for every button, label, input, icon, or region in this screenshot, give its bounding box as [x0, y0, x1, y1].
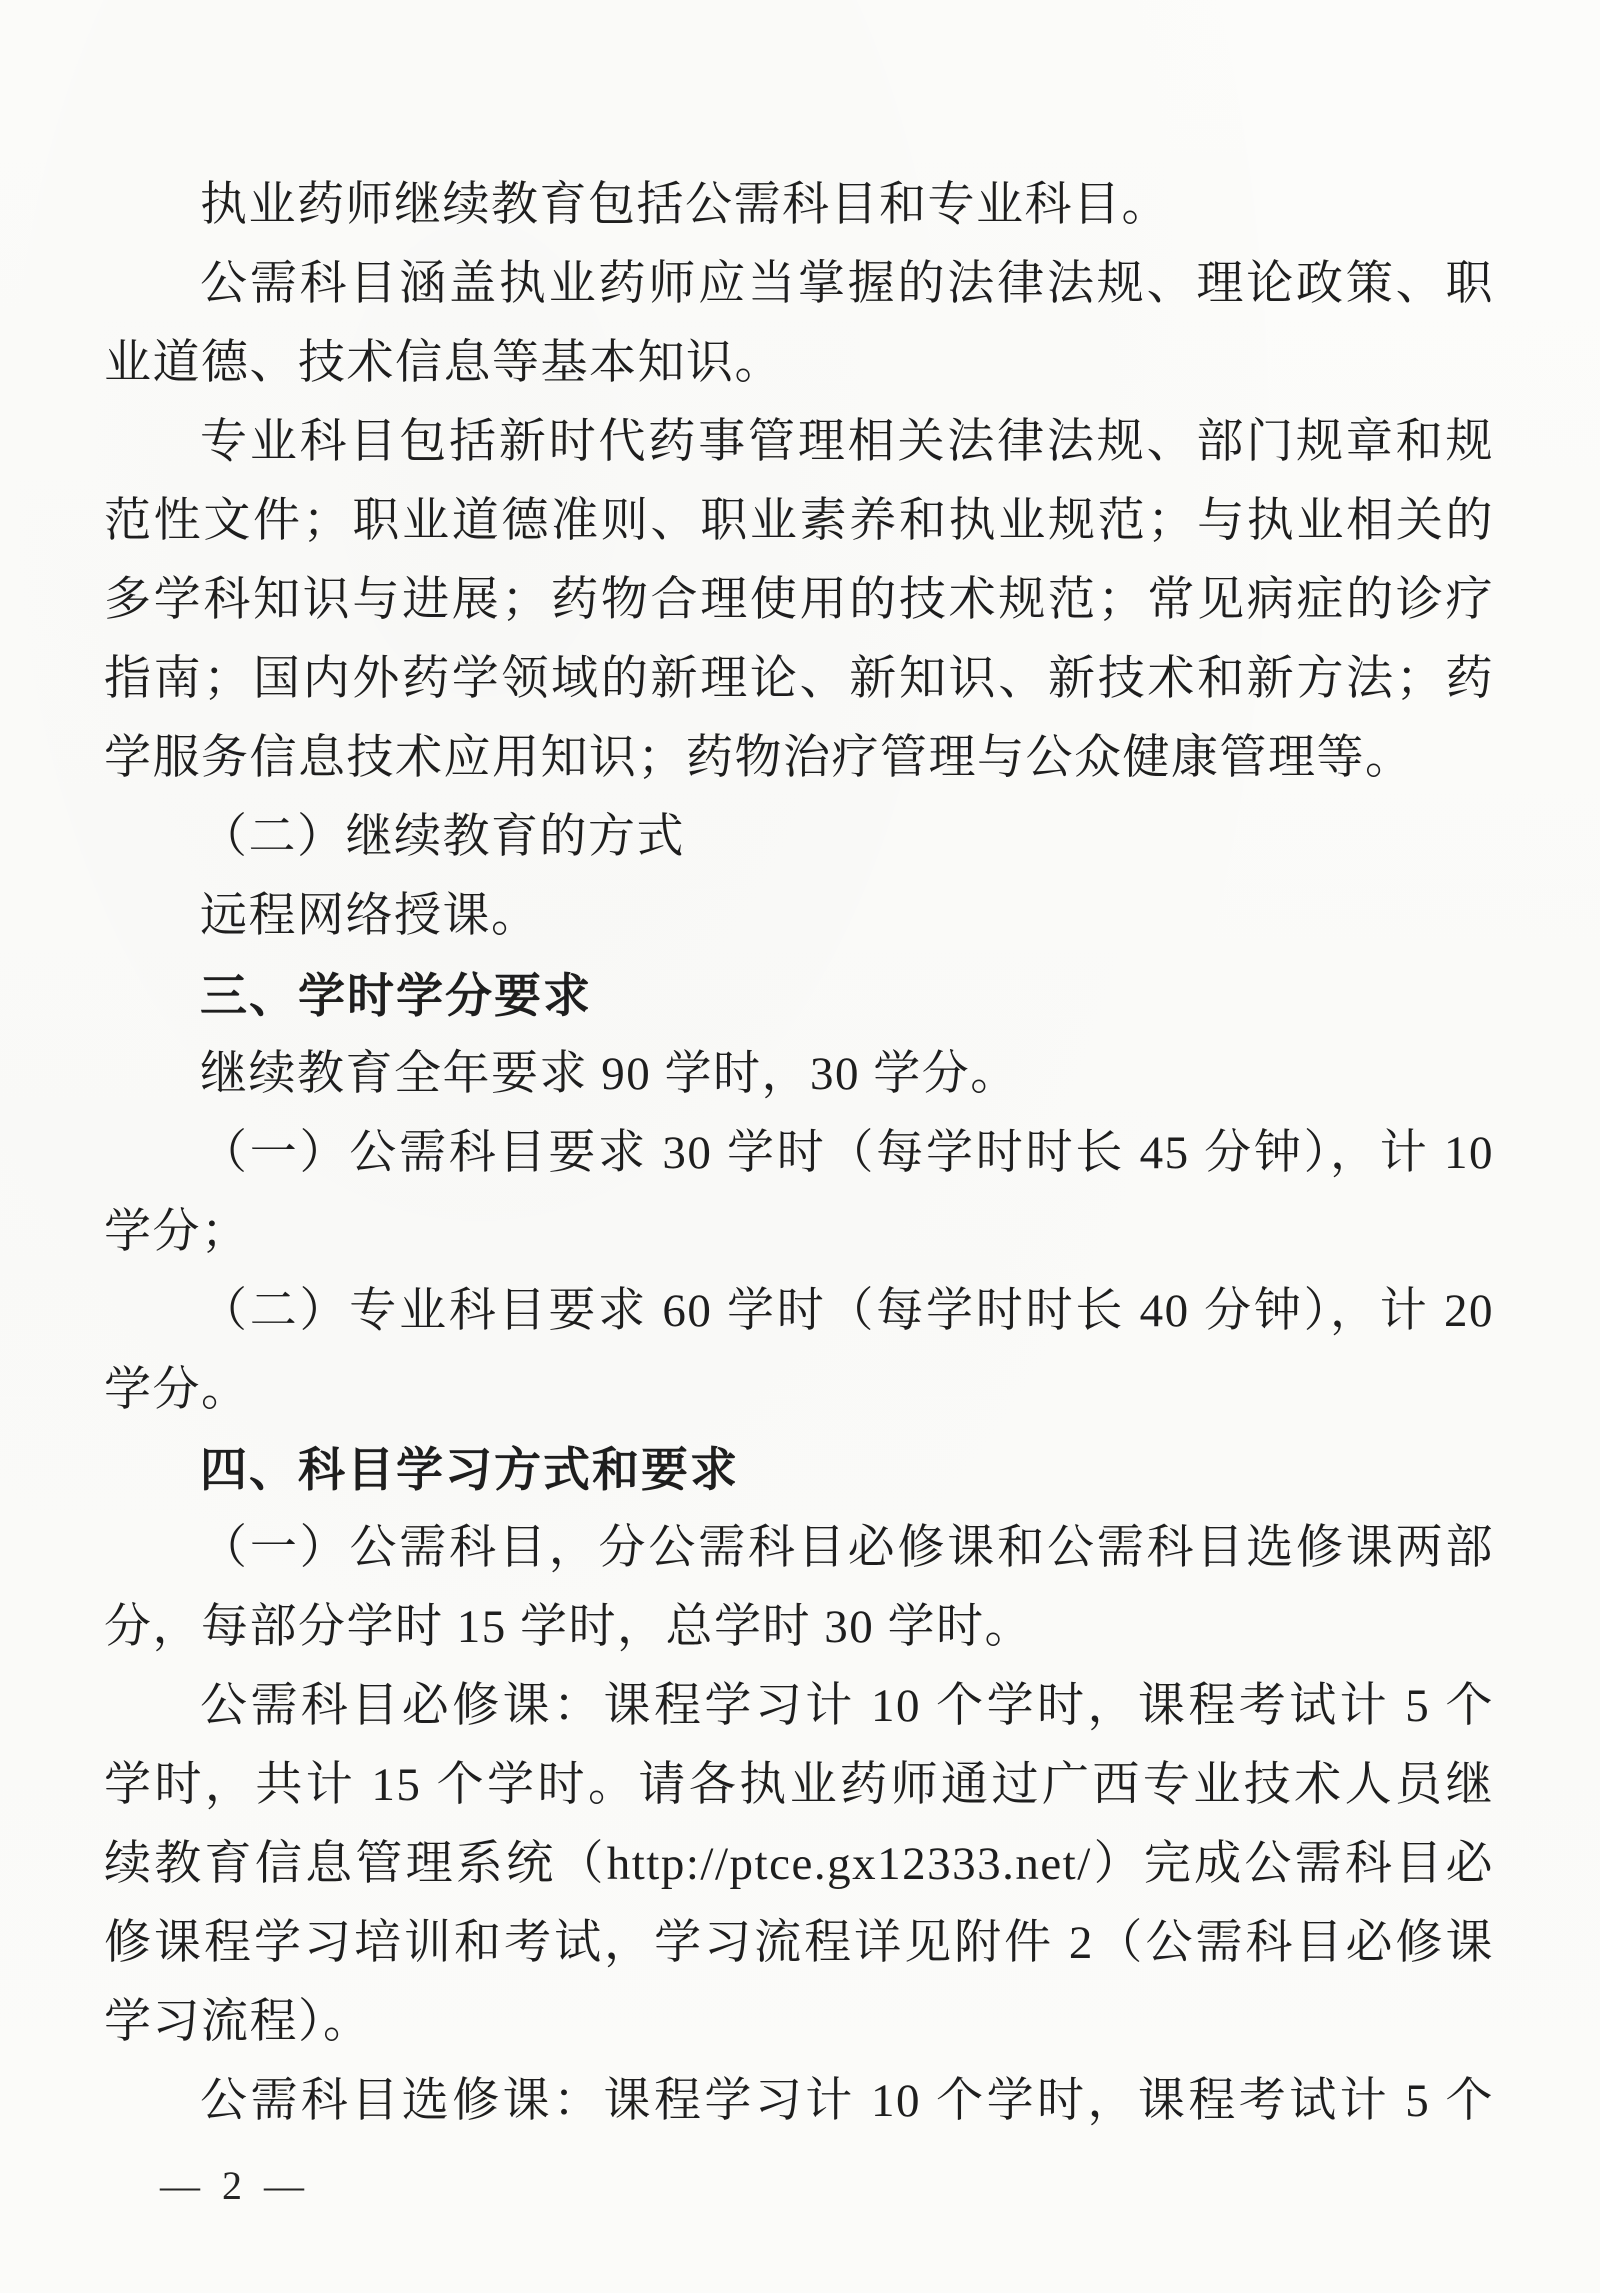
text-line: 分，每部分学时 15 学时，总学时 30 学时。: [104, 1601, 1033, 1653]
text-line: 继续教育全年要求 90 学时，30 学分。: [200, 1048, 1019, 1100]
text-line: 公需科目选修课：课程学习计 10 个学时，课程考试计 5 个: [200, 2075, 1494, 2127]
text-line: 公需科目必修课：课程学习计 10 个学时，课程考试计 5 个: [200, 1680, 1494, 1732]
text-line: 业道德、技术信息等基本知识。: [104, 337, 783, 389]
text-line: 修课程学习培训和考试，学习流程详见附件 2（公需科目必修课: [104, 1917, 1494, 1969]
text-line: 学时，共计 15 个学时。请各执业药师通过广西专业技术人员继: [104, 1759, 1494, 1811]
text-line: 学服务信息技术应用知识；药物治疗管理与公众健康管理等。: [104, 732, 1414, 784]
text-line: 学分；: [104, 1206, 250, 1258]
text-line: 专业科目包括新时代药事管理相关法律法规、部门规章和规: [200, 416, 1494, 468]
text-line: 指南；国内外药学领域的新理论、新知识、新技术和新方法；药: [104, 653, 1494, 705]
text-line: （一）公需科目，分公需科目必修课和公需科目选修课两部: [200, 1522, 1494, 1574]
text-line: 续教育信息管理系统（http://ptce.gx12333.net/）完成公需科目必: [104, 1838, 1494, 1890]
text-line: （一）公需科目要求 30 学时（每学时时长 45 分钟），计 10: [200, 1127, 1494, 1179]
text-line: （二）继续教育的方式: [200, 811, 685, 863]
text-line: 执业药师继续教育包括公需科目和专业科目。: [200, 179, 1170, 231]
text-line: 学习流程）。: [104, 1996, 372, 2048]
text-line: 多学科知识与进展；药物合理使用的技术规范；常见病症的诊疗: [104, 574, 1494, 626]
page-number: — 2 —: [160, 2163, 310, 2208]
text-line: 范性文件；职业道德准则、职业素养和执业规范；与执业相关的: [104, 495, 1494, 547]
section-heading: 三、学时学分要求: [200, 969, 592, 1022]
document-body: [104, 166, 1494, 2141]
text-line: 学分。: [104, 1364, 250, 1416]
text-line: 远程网络授课。: [200, 890, 540, 942]
text-line: （二）专业科目要求 60 学时（每学时时长 40 分钟），计 20: [200, 1285, 1494, 1337]
section-heading: 四、科目学习方式和要求: [200, 1443, 739, 1496]
text-line: 公需科目涵盖执业药师应当掌握的法律法规、理论政策、职: [200, 258, 1494, 310]
